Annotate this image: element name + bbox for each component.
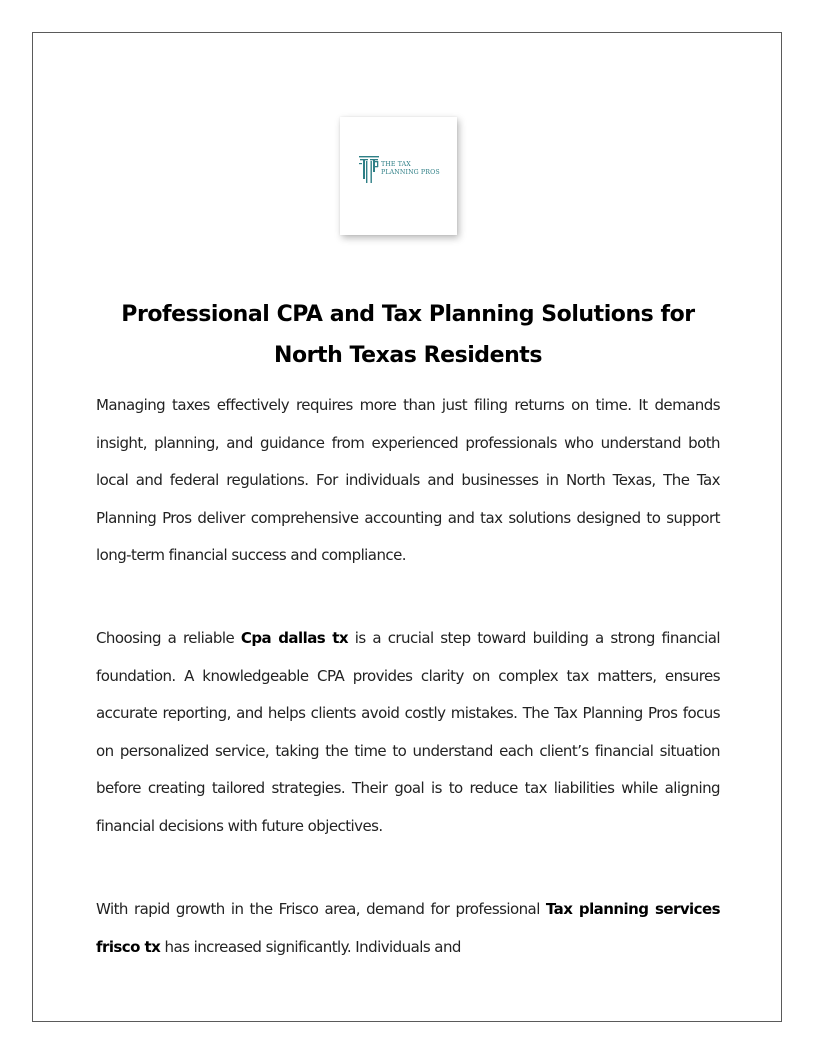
paragraph-text: Choosing a reliable: [96, 629, 241, 647]
paragraph-frisco: [96, 891, 720, 966]
paragraph-intro: Managing taxes effectively requires more than just filing returns on time. It demands insight, planning, and guidance from experienced professionals who understand both local and federal regulations. For individuals and businesses in North Texas, The Tax Planning Pros deliver comprehensive accounting and tax solutions designed to support long-term financial success and compliance.: [96, 396, 720, 564]
company-logo: [340, 117, 457, 235]
logo-line-1: THE TAX: [381, 161, 411, 168]
logo-wordmark: [381, 161, 440, 177]
logo-line-2: PLANNING PROS: [381, 169, 440, 176]
paragraph-text: is a crucial step toward building a strong financial foundation. A knowledgeable CPA provides clarity on complex tax matters, ensures accurate reporting, and helps clients avoid costly mistakes. The Tax Planning Pros focus on personalized service, taking the time to understand each client’s financial situation before creating tailored strategies. Their goal is to reduce tax liabilities while aligning financial decisions with future objectives.: [96, 629, 721, 835]
keyword-cpa-dallas-tx: Cpa dallas tx: [240, 629, 349, 647]
paragraph-cpa-dallas: [96, 620, 720, 845]
page-title: [96, 294, 720, 376]
title-line-2: North Texas Residents: [274, 343, 542, 368]
paragraph-text: has increased significantly. Individuals and: [160, 937, 461, 956]
keyword-tax-planning-frisco: Tax planning services frisco tx: [96, 900, 720, 956]
tax-pros-logo-icon: [359, 155, 379, 185]
paragraph-text: With rapid growth in the Frisco area, demand for professional: [96, 900, 546, 918]
title-line-1: Professional CPA and Tax Planning Solutions for: [121, 302, 695, 327]
